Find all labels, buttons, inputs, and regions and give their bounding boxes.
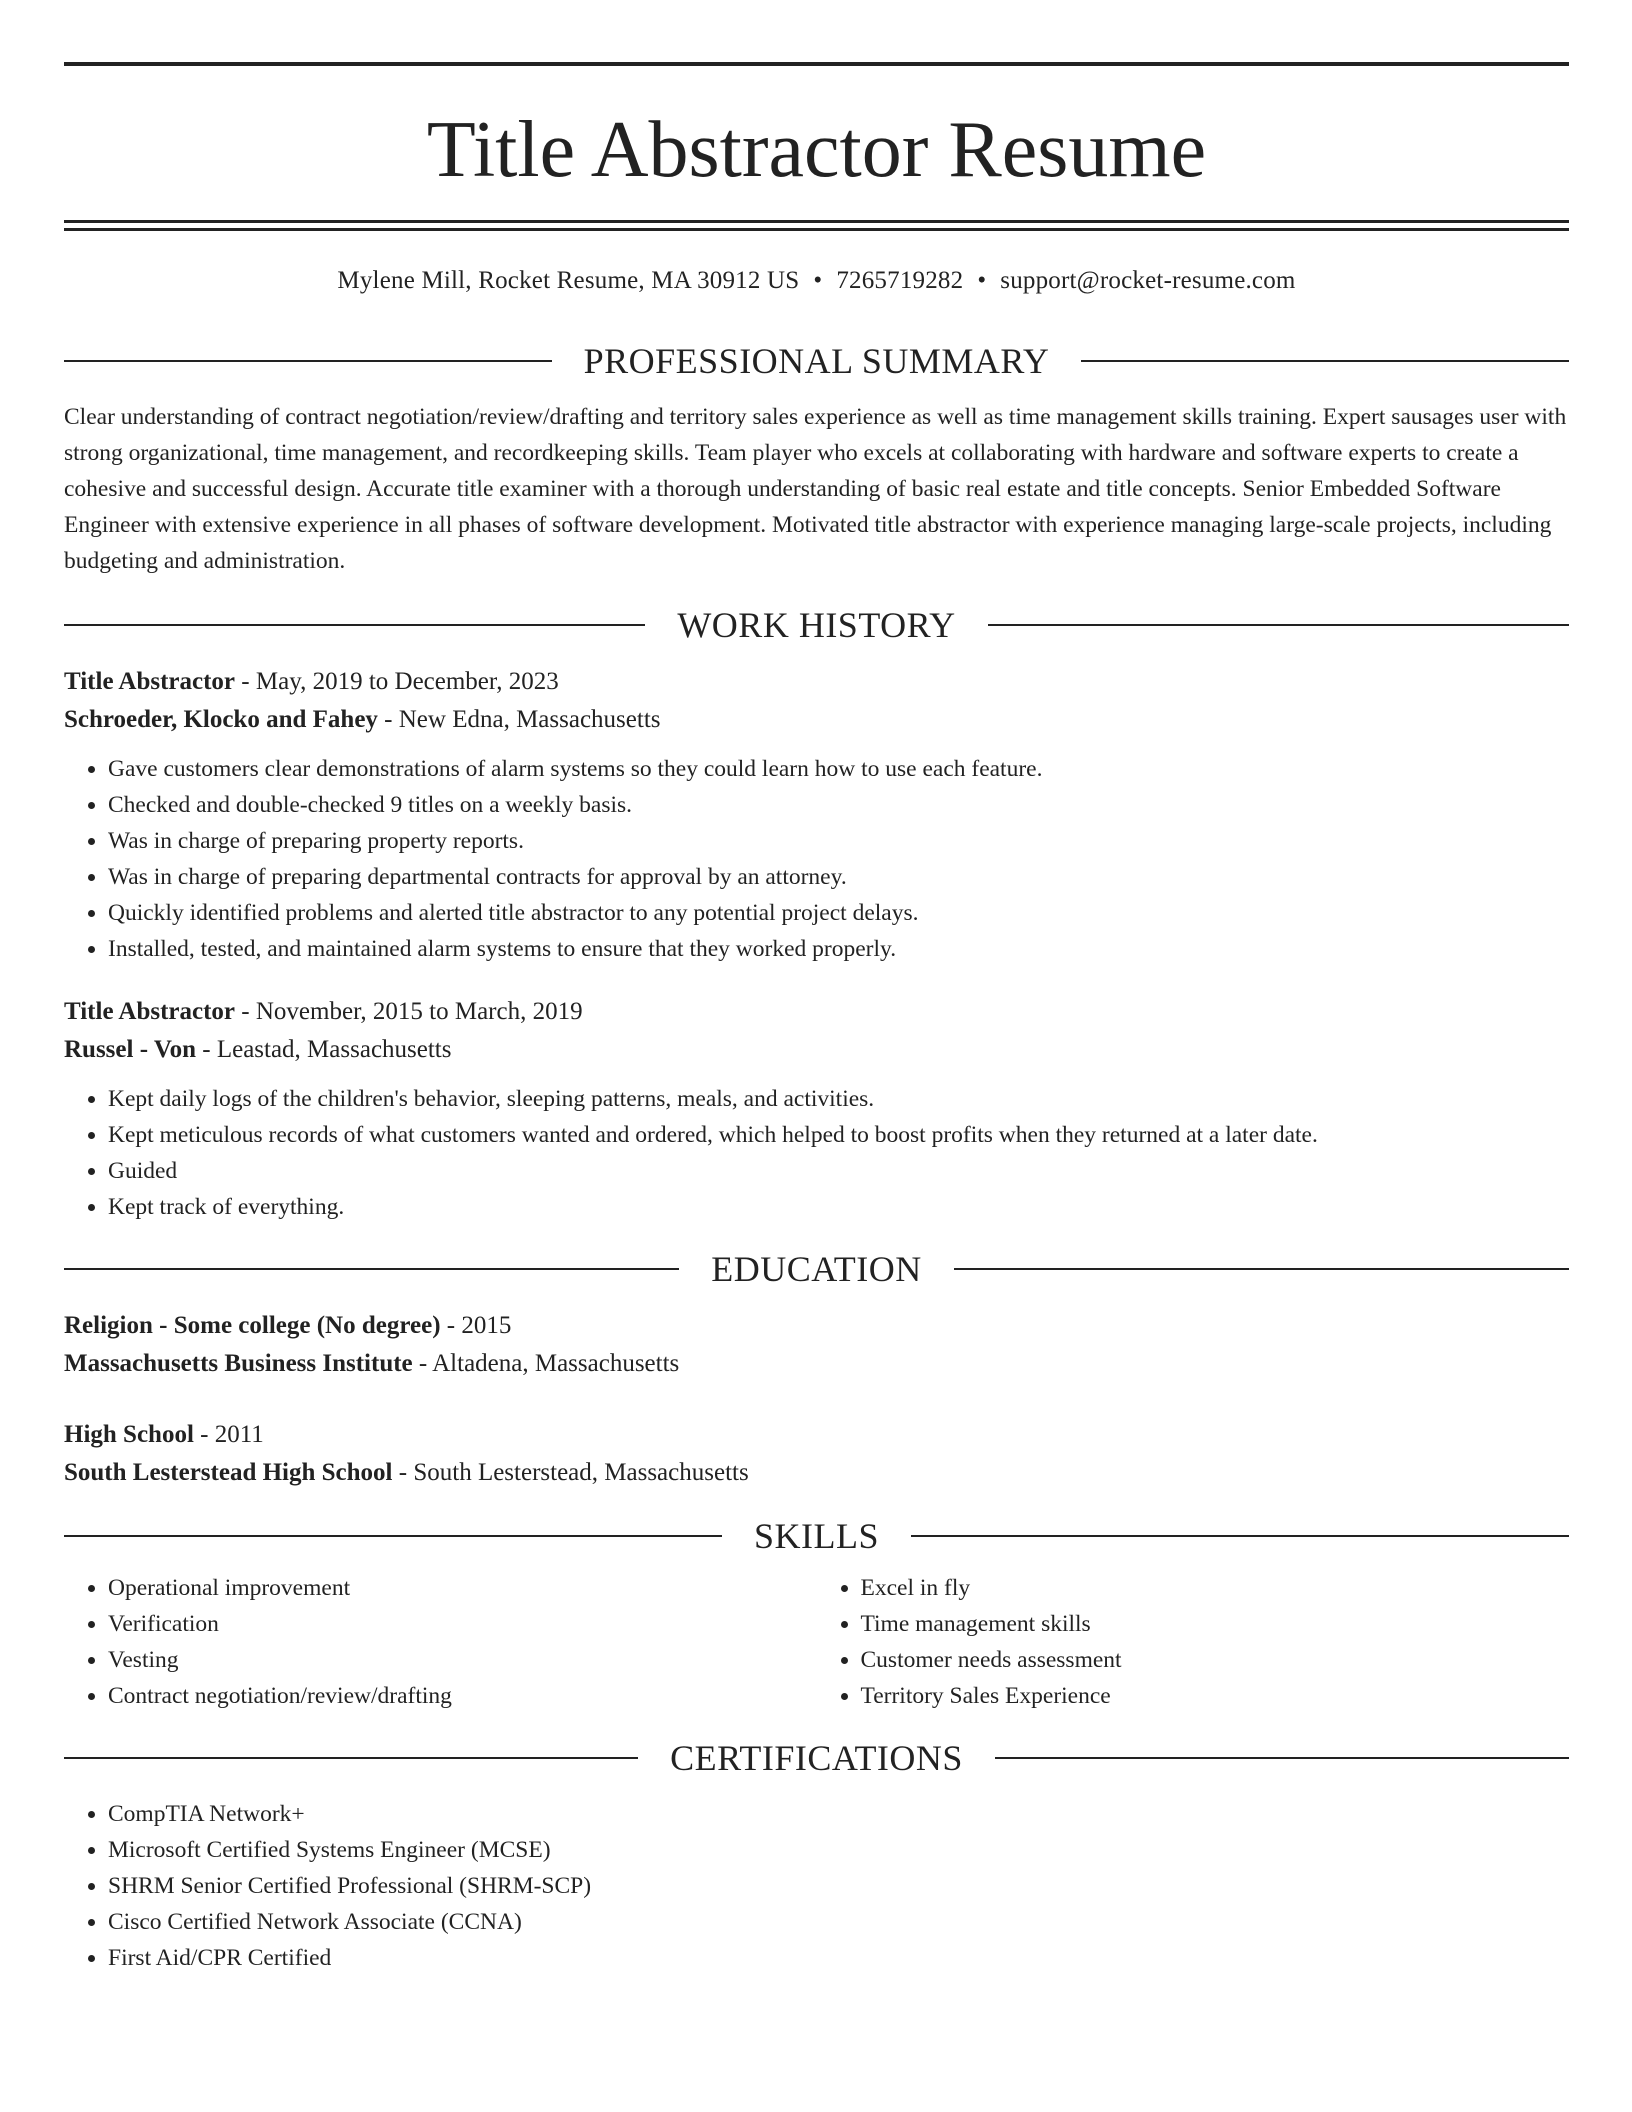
job-company-line — [64, 1031, 1569, 1069]
school-location: - South Lesterstead, Massachusetts — [392, 1459, 749, 1486]
list-item: • Guided — [108, 1153, 1569, 1189]
contact-line — [64, 267, 1569, 307]
education-entry — [64, 1307, 1569, 1383]
skills-list-left — [64, 1570, 817, 1714]
job-dates: - May, 2019 to December, 2023 — [235, 668, 559, 695]
list-item: • Time management skills — [861, 1606, 1570, 1642]
list-item: • Contract negotiation/review/drafting — [108, 1678, 817, 1714]
list-item: • Installed, tested, and maintained alarm systems to ensure that they worked properly. — [108, 931, 1569, 967]
list-item: • Territory Sales Experience — [861, 1678, 1570, 1714]
heading-rule-right — [954, 1268, 1569, 1270]
job-company-line — [64, 701, 1569, 739]
section-heading-label: WORK HISTORY — [677, 605, 956, 645]
resume-page — [64, 62, 1569, 1976]
section-heading-label: PROFESSIONAL SUMMARY — [583, 341, 1050, 381]
degree: Religion - Some college (No degree) — [64, 1312, 441, 1339]
section-heading-work — [64, 599, 1569, 651]
list-item: • First Aid/CPR Certified — [108, 1940, 1569, 1976]
contact-separator: • — [813, 267, 823, 294]
job-title-line — [64, 663, 1569, 701]
list-item: • Cisco Certified Network Associate (CCNA) — [108, 1904, 1569, 1940]
skills-columns — [64, 1570, 1569, 1714]
section-heading-label: EDUCATION — [711, 1249, 922, 1289]
degree-line — [64, 1416, 1569, 1454]
education-entry — [64, 1416, 1569, 1492]
job-dates: - November, 2015 to March, 2019 — [235, 998, 583, 1025]
top-rule — [64, 62, 1569, 66]
job-title: Title Abstractor — [64, 998, 236, 1025]
job-entry — [64, 993, 1569, 1225]
section-heading-certifications — [64, 1732, 1569, 1784]
list-item: • Verification — [108, 1606, 817, 1642]
list-item: • Kept meticulous records of what customers wanted and ordered, which helped to boost profits when they returned at a later date. — [108, 1117, 1569, 1153]
list-item: • Kept daily logs of the children's behavior, sleeping patterns, meals, and activities. — [108, 1081, 1569, 1117]
list-item: • Kept track of everything. — [108, 1189, 1569, 1225]
job-company: Schroeder, Klocko and Fahey — [64, 706, 378, 733]
degree-year: - 2015 — [440, 1312, 512, 1339]
job-title: Title Abstractor — [64, 668, 236, 695]
list-item: • Quickly identified problems and alerted title abstractor to any potential project delays. — [108, 895, 1569, 931]
contact-address: Mylene Mill, Rocket Resume, MA 30912 US — [337, 267, 800, 294]
school-line — [64, 1345, 1569, 1383]
resume-title: Title Abstractor Resume — [426, 106, 1207, 194]
list-item: • Customer needs assessment — [861, 1642, 1570, 1678]
contact-separator: • — [977, 267, 987, 294]
school-location: - Altadena, Massachusetts — [412, 1350, 680, 1377]
list-item: • Was in charge of preparing departmental contracts for approval by an attorney. — [108, 859, 1569, 895]
summary-paragraph: Clear understanding of contract negotiation/review/drafting and territory sales experience as well as time management skills training. Expert sausages user with strong organizational, time management, and recordkeeping skills. Team player who excels at collaborating with hardware and software experts to create a cohesive and successful design. Accurate title examiner with a thorough understanding of basic real estate and title concepts. Senior Embedded Software Engineer with extensive experience in all phases of software development. Motivated title abstractor with experience managing large-scale projects, including budgeting and administration. — [64, 404, 1567, 574]
degree-year: - 2011 — [193, 1421, 264, 1448]
section-heading-label: CERTIFICATIONS — [670, 1738, 963, 1778]
section-heading-skills — [64, 1510, 1569, 1562]
list-item: • SHRM Senior Certified Professional (SHRM-SCP) — [108, 1868, 1569, 1904]
list-item: • CompTIA Network+ — [108, 1796, 1569, 1832]
section-heading-education — [64, 1243, 1569, 1295]
list-item: • Vesting — [108, 1642, 817, 1678]
degree-line — [64, 1307, 1569, 1345]
heading-rule-right — [988, 624, 1569, 626]
school-line — [64, 1454, 1569, 1492]
job-title-line — [64, 993, 1569, 1031]
skills-list-right — [817, 1570, 1570, 1714]
section-heading-summary — [64, 335, 1569, 387]
school: South Lesterstead High School — [64, 1459, 393, 1486]
job-entry — [64, 663, 1569, 967]
list-item: • Microsoft Certified Systems Engineer (MCSE) — [108, 1832, 1569, 1868]
job-bullets — [64, 751, 1569, 967]
certifications-list — [64, 1796, 1569, 1976]
job-location: - Leastad, Massachusetts — [196, 1036, 452, 1063]
list-item: • Checked and double-checked 9 titles on a weekly basis. — [108, 787, 1569, 823]
list-item: • Gave customers clear demonstrations of alarm systems so they could learn how to use each feature. — [108, 751, 1569, 787]
heading-rule-right — [995, 1757, 1569, 1759]
list-item: • Was in charge of preparing property reports. — [108, 823, 1569, 859]
list-item: • Operational improvement — [108, 1570, 817, 1606]
heading-rule-left — [64, 360, 552, 362]
heading-rule-left — [64, 1535, 722, 1537]
heading-rule-right — [1081, 360, 1569, 362]
job-company: Russel - Von — [64, 1036, 196, 1063]
title-double-rule — [64, 220, 1569, 231]
degree: High School — [64, 1421, 194, 1448]
school: Massachusetts Business Institute — [64, 1350, 413, 1377]
section-heading-label: SKILLS — [754, 1516, 880, 1556]
list-item: • Excel in fly — [861, 1570, 1570, 1606]
heading-rule-left — [64, 1757, 638, 1759]
contact-email: support@rocket-resume.com — [1000, 267, 1296, 294]
heading-rule-left — [64, 1268, 679, 1270]
heading-rule-left — [64, 624, 645, 626]
job-location: - New Edna, Massachusetts — [377, 706, 661, 733]
heading-rule-right — [911, 1535, 1569, 1537]
contact-phone: 7265719282 — [836, 267, 964, 294]
job-bullets — [64, 1081, 1569, 1225]
